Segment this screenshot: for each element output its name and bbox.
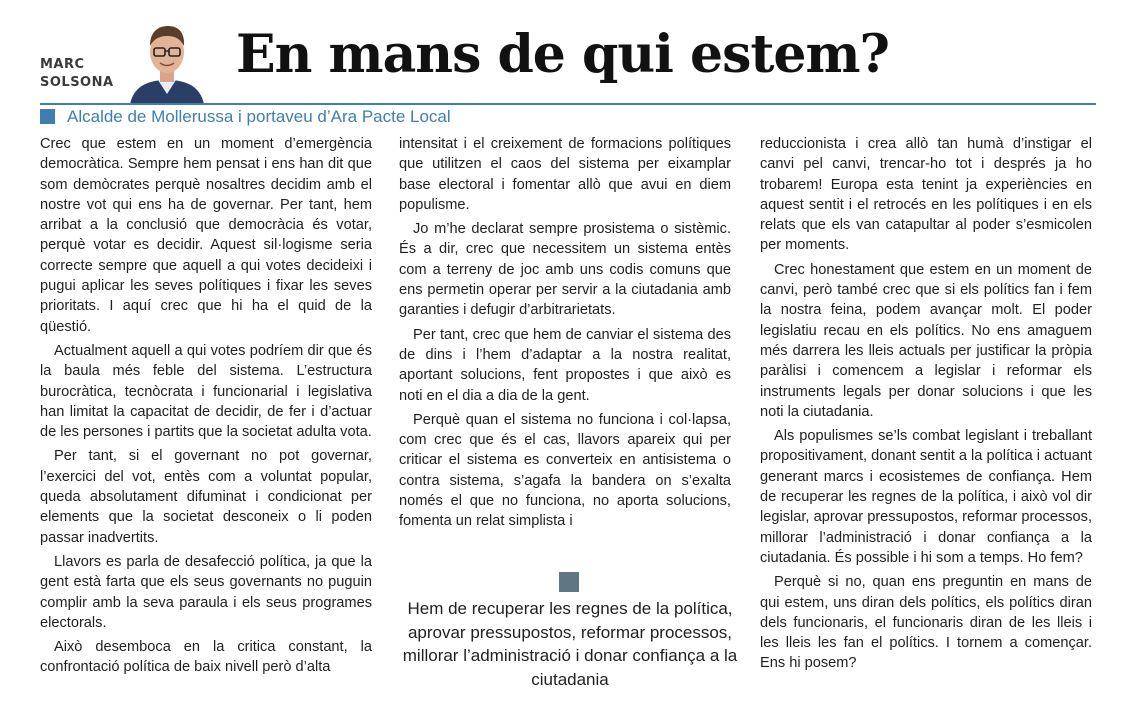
paragraph: Això desemboca en la critica constant, la confrontació política de baix nivell però d’alta: [40, 639, 372, 676]
article-header: [0, 0, 1127, 126]
paragraph: Als populismes se’ls combat legislant i treballant propositivament, donant sentit a la política i actuant generant marcs i ecosistemes de confiança. Hem de recuperar les regnes de la política, i això vol dir legislar, aprovar pressupostos, reformar processos, millorar l’administració i donar confiança a la ciutadania. És possible i hi som a temps. Ho fem?: [760, 428, 1092, 566]
paragraph: Actualment aquell a qui votes podríem dir que és la baula més feble del sistema. L’estructura burocràtica, tecnòcrata i funcionarial i legislativa han limitat la capacitat de decidir, de fer i d’actuar de les persones i partits que la societat adulta vota.: [40, 342, 372, 441]
author-photo: [128, 16, 206, 104]
paragraph: Perquè quan el sistema no funciona i col·lapsa, com crec que és el cas, llavors apareix qui per criticar el sistema es converteix en antisistema o contra sistema, s’agafa la bandera on s’exalta només el que no funciona, no aporta solucions, fomenta un relat simplista i: [399, 411, 731, 530]
paragraph: Crec que estem en un moment d’emergència democràtica. Sempre hem pensat i ens han dit que som demòcrates perquè nosaltres decidim amb el nostre vot qui ens ha de governar. Per tant, hem arribat a la conclusió que democràcia és votar, perquè votar es decidir. Aquest sil·logisme seria correcte sempre que aquell a qui votes decideixi i pugui aplicar les seves polítiques i fixar les seves prioritats. I aquí crec que hi ha el quid de la qüestió.: [40, 136, 372, 335]
article-column-1: [40, 134, 372, 682]
author-name: [40, 56, 114, 92]
article-column-2: [399, 134, 731, 536]
paragraph: intensitat i el creixement de formacions polítiques que utilitzen el caos del sistema per eixamplar base electoral i fomentar allò que avui en diem populisme.: [399, 136, 731, 213]
author-role-subtitle: Alcalde de Mollerussa i portaveu d’Ara Pacte Local: [67, 107, 451, 126]
author-last-name: SOLSONA: [40, 75, 114, 90]
header-rule: [40, 103, 1096, 105]
subtitle-marker: [40, 109, 55, 124]
article-headline: En mans de qui estem?: [236, 24, 889, 85]
paragraph: Perquè si no, quan ens preguntin en mans de qui estem, uns diran dels polítics, els polítics diran dels funcionaris, el funcionaris diran de les lleis i les lleis les fan el polítics. I tornem a començar. Ens hi posem?: [760, 574, 1092, 672]
paragraph: Per tant, si el governant no pot governar, l’exercici del vot, entès com a voluntat popular, queda absolutament difuminat i condicionat per elements que la societat desconeix o li poden passar inadvertits.: [40, 448, 372, 546]
pullquote: Hem de recuperar les regnes de la política, aprovar pressupostos, reformar processos, millorar l’administració i donar confiança a la ciutadania: [402, 599, 738, 689]
author-first-name: MARC: [40, 57, 85, 72]
article-column-3: [760, 134, 1092, 678]
paragraph: Llavors es parla de desafecció política, ja que la gent està farta que els seus governants no puguin complir amb la seva paraula i els seus programes electorals.: [40, 553, 372, 631]
paragraph: Jo m’he declarat sempre prosistema o sistèmic. És a dir, crec que necessitem un sistema entès com a terreny de joc amb uns codis comuns que ens permetin operar per servir a la ciutadania amb garanties i defugir d’arbitrarietats.: [399, 221, 731, 319]
pullquote-marker: [559, 572, 579, 592]
paragraph: Per tant, crec que hem de canviar el sistema des de dins i l’hem d’adaptar a la nostra realitat, aportant solucions, fent propostes i que això es noti en el dia a dia de la gent.: [399, 326, 731, 404]
paragraph: reduccionista i crea allò tan humà d’instigar el canvi pel canvi, trencar-ho tot i després ja ho trobarem! Europa esta tenint ja experiències en aquest sentit i el retrocés en les polítiques i en els relats que els van catapultar al poder s’esmicolen per moments.: [760, 136, 1092, 254]
paragraph: Crec honestament que estem en un moment de canvi, però també crec que si els polítics fan i fem la nostra feina, podem avançar molt. El poder legislatiu recau en els polítics. No ens amaguem més darrera les lleis actuals per justificar la pròpia paràlisi i comencem a legislar i reformar els instruments legals per donar solucions i que les noti la ciutadania.: [760, 261, 1092, 420]
